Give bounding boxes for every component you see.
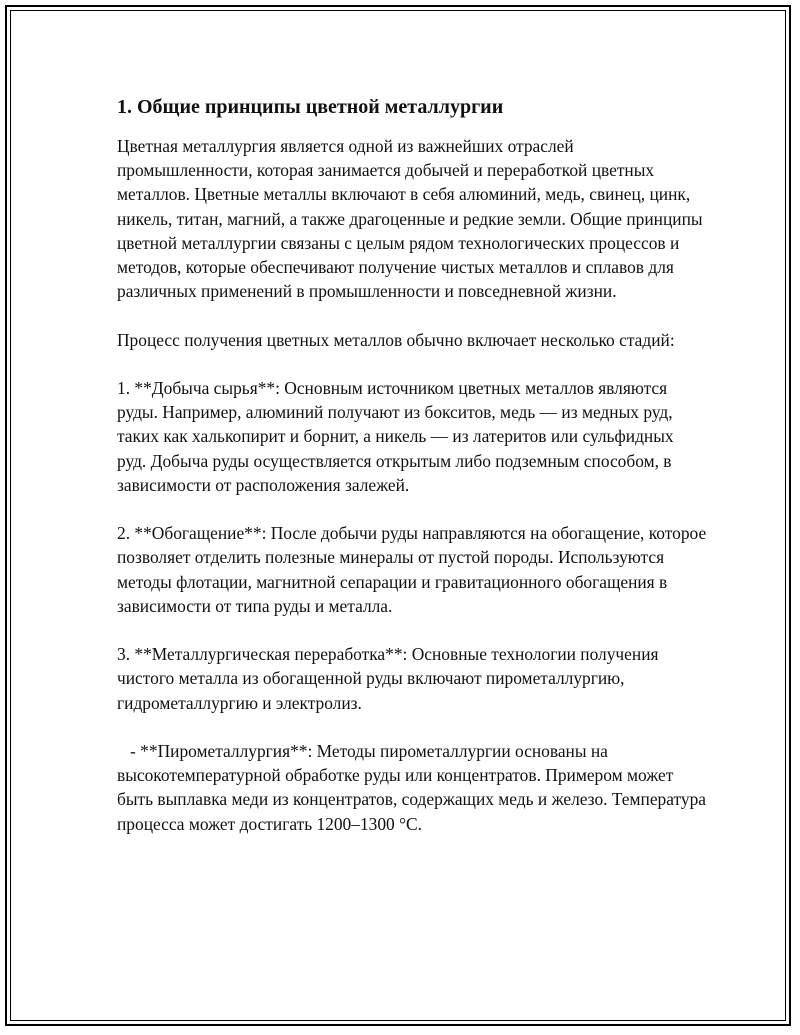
paragraph-stage-processing: 3. **Металлургическая переработка**: Основные технологии получения чистого металла из обогащенной руды включают пирометаллургию, гидрометаллургию и электролиз. — [117, 644, 663, 713]
paragraph-stages-intro: Процесс получения цветных металлов обычно включает несколько стадий: — [117, 329, 675, 350]
paragraph-intro: Цветная металлургия является одной из важнейших отраслей промышленности, которая занимается добычей и переработкой цветных металлов. Цветные металлы включают в себя алюминий, медь, свинец, цинк, никель, титан, магний, а также драгоценные и редкие земли. Общие принципы цветной металлургии связаны с целым рядом технологических процессов и методов, которые обеспечивают получение чистых металлов и сплавов для различных применений в промышленности и повседневной жизни. — [117, 136, 707, 302]
document-body — [117, 93, 711, 836]
document-title: 1. Общие принципы цветной металлургии — [117, 96, 504, 118]
paragraph-stage-beneficiation: 2. **Обогащение**: После добычи руды направляются на обогащение, которое позволяет отделить полезные минералы от пустой породы. Используются методы флотации, магнитной сепарации и гравитационного обогащения в зависимости от типа руды и металла. — [117, 523, 711, 616]
paragraph-pyrometallurgy: - **Пирометаллургия**: Методы пирометаллургии основаны на высокотемпературной обработке руды или концентратов. Примером может быть выплавка меди из концентратов, содержащих медь и железо. Температура процесса может достигать 1200–1300 °C. — [117, 741, 711, 834]
paragraph-stage-mining: 1. **Добыча сырья**: Основным источником цветных металлов являются руды. Например, алюминий получают из бокситов, медь — из медных руд, таких как халькопирит и борнит, а никель — из латеритов или сульфидных руд. Добыча руды осуществляется открытым либо подземным способом, в зависимости от расположения залежей. — [117, 378, 678, 495]
